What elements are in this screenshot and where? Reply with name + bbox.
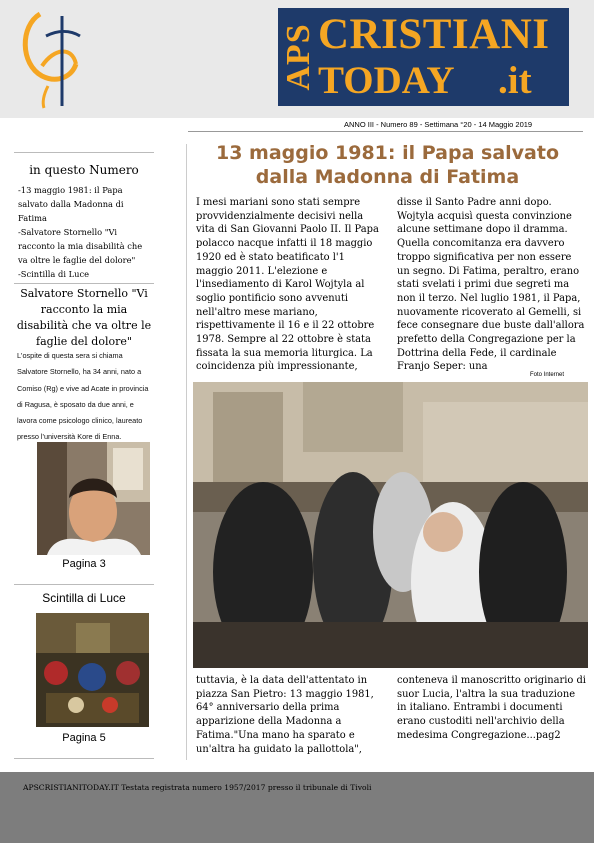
feature-title[interactable]: Salvatore Stornello "Vi racconto la mia disabilità che va oltre le faglie del dolore" bbox=[16, 287, 152, 348]
painting-image bbox=[36, 613, 149, 727]
scintilla-page-caption[interactable]: Pagina 5 bbox=[62, 732, 106, 744]
article-headline: 13 maggio 1981: il Papa salvato dalla Madonna di Fatima bbox=[215, 142, 560, 188]
top-rule bbox=[188, 131, 583, 132]
scintilla-title[interactable]: Scintilla di Luce bbox=[42, 591, 126, 605]
masthead-cristiani: CRISTIANI bbox=[318, 11, 550, 58]
feature-portrait-image bbox=[37, 442, 150, 555]
masthead-aps: APS bbox=[280, 23, 317, 91]
article-column-3: tuttavia, è la data dell'attentato in piazza San Pietro: 13 maggio 1981, 64° anniversario della prima apparizione della Madonna a Fatima."Una mano ha sparato e un'altra ha guidato la pallottola", bbox=[196, 675, 374, 755]
sidebar-divider bbox=[14, 758, 154, 759]
in-this-issue-box bbox=[14, 152, 154, 284]
masthead-logo[interactable] bbox=[278, 8, 569, 106]
article-column-1: I mesi mariani sono stati sempre provvidenzialmente decisivi nella vita di San Giovanni Paolo II. Il Papa polacco nacque infatti il 18 maggio 1920 ed è stato beatificato l'1 maggio 2011. L'elezione e l'insediamento di Karol Wojtyla al soglio pontificio sono avvenuti nell'altro mese mariano, rispettivamente il 16 e il 22 ottobre 1978. Sempre al 22 ottobre è stata fissata la sua memoria liturgica. La coincidenza più impressionante, bbox=[196, 197, 379, 373]
in-this-issue-list bbox=[18, 183, 154, 281]
issue-item[interactable]: -13 maggio 1981: il Papa salvato dalla Madonna di Fatima bbox=[18, 185, 124, 223]
masthead-suffix: .it bbox=[498, 59, 532, 102]
feature-page-caption[interactable]: Pagina 3 bbox=[62, 558, 106, 570]
feature-text: L'ospite di questa sera si chiama Salvatore Stornello, ha 34 anni, nato a Comiso (Rg) e vive ad Acate in provincia di Ragusa, è sposato da due anni, e lavora come psicologo clinico, laureato presso l'università Kore di Enna. bbox=[17, 351, 149, 442]
fish-cross-logo-icon bbox=[14, 6, 84, 111]
article-column-2: disse il Santo Padre anni dopo. Wojtyla acquisì questa convinzione alcune settimane dopo il dramma. Quella concomitanza era davvero troppo significativa per non essere un segno. Di Fatima, peraltro, erano stati svelati i primi due segreti ma non il terzo. Nel luglio 1981, il Papa, nuovamente ricoverato al Gemelli, si fece consegnare due buste dall'allora prefetto della Congregazione per la Dottrina della Fede, il cardinale Franjo Seper: una bbox=[397, 197, 585, 373]
photo-credit: Foto Internet bbox=[530, 372, 565, 378]
masthead-today: TODAY bbox=[318, 59, 455, 102]
sidebar-divider bbox=[14, 584, 154, 585]
article-main-photo bbox=[193, 382, 588, 668]
issue-line: ANNO III - Numero 89 - Settimana °20 - 14 Maggio 2019 bbox=[344, 120, 533, 129]
footer-registration-text: APSCRISTIANITODAY.IT Testata registrata numero 1957/2017 presso il tribunale di Tivoli bbox=[23, 783, 372, 792]
article-column-4: conteneva il manoscritto originario di suor Lucia, l'altra la sua traduzione in italiano. Entrambi i documenti erano custoditi nell'archivio della medesima Congregazione...pag2 bbox=[397, 675, 586, 741]
column-divider bbox=[186, 144, 187, 760]
issue-item[interactable]: -Scintilla di Luce bbox=[18, 269, 90, 279]
in-this-issue-title: in questo Numero bbox=[29, 163, 139, 177]
issue-item[interactable]: -Salvatore Stornello "Vi racconto la mia disabilità che va oltre le faglie del dolore" bbox=[18, 227, 143, 265]
